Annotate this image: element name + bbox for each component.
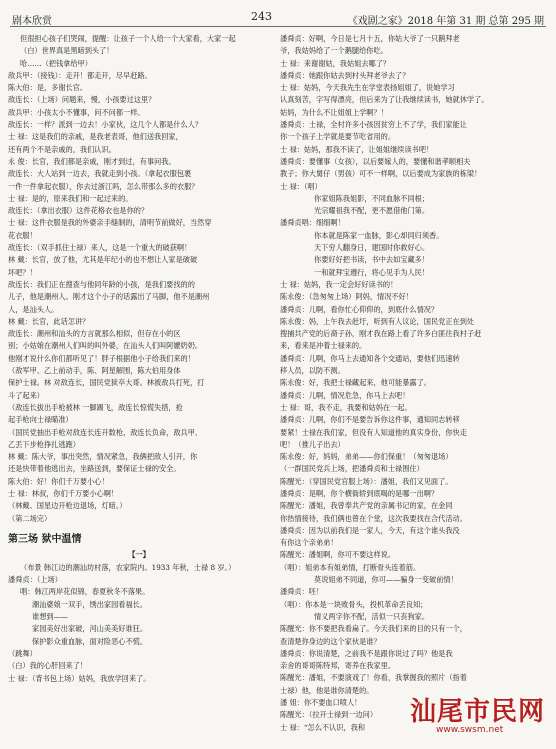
text-line: 陈永俊：妈，上午我去赶圩，听到有人议论，国民党正在到处 <box>280 316 475 326</box>
text-line: 谁想到—— <box>32 612 68 622</box>
text-line: 陈永俊：好，我把士禄藏起来，他可能暴露了。 <box>280 378 431 388</box>
text-line: 潘舜贞：儿啊，情况危急，你马上去吧！ <box>280 390 410 400</box>
text-line: （敌连长拔出手枪被林 一脚踢飞，敌连长惊慌失措，抢 <box>8 402 183 412</box>
text-line: 潘舜贞：是啊，你个横衙轿到底喝的是哪一出啊？ <box>280 488 439 498</box>
text-line: 潘舜贞：儿啊，你马上去通知各个交通站，要他们迅速转 <box>280 353 460 363</box>
watermark-logo: 汕尾市民网 <box>410 697 546 727</box>
text-line: 陈醒光：（拉开士禄到一边问） <box>280 710 378 720</box>
text-line: 敌兵甲：小孩太小不懂事，问不问都一样。 <box>8 107 145 117</box>
text-line: 有你这个亲弟弟！ <box>280 538 338 548</box>
text-line: 情义两字你不配，活似一只丧狗家。 <box>314 611 430 621</box>
text-line: 认真刻苦，字写得漂亮，但后来为了让我继续读书，她就休学了。 <box>280 95 489 105</box>
text-line: 哈……（把钱拿给甲） <box>20 58 92 68</box>
text-line: 保护影众重血脉，面对险恶心不慌。 <box>32 636 148 646</box>
text-line: 别；小姑娘在潮州人们叫的叫外婆，在汕头人们叫阿嬷奶奶。 <box>8 341 203 351</box>
text-line: 家园美好出家破，河山美美好谁狂。 <box>32 624 148 634</box>
text-line: 亲舍的哥哥陈特邦，寄养在我家里。 <box>280 661 396 671</box>
text-line: 乙丢下步枪挣扎逃跑） <box>8 439 80 449</box>
text-line: 潘舜贞：士禄，全村许多小孩因贫穷上不了学，我们家能让 <box>280 120 467 130</box>
left-column-text <box>8 33 270 525</box>
text-line: （林戴、国星边开枪边退场，灯暗。） <box>8 501 127 511</box>
text-line: 敌连长：（拿出衣服）这件花格衣也是你的？ <box>8 206 149 216</box>
scene-setting: （布景 韩江边的潮汕坊村落，农家院内。1933 年秋，士禄 8 岁。） <box>20 562 236 572</box>
text-line: 敌兵甲：（接钱）：走开！都走开，尽早赶路。 <box>8 70 152 80</box>
text-line: 保护士禄。林 对敌连长，国民党狱卒大哥。林被敌兵打死，打 <box>8 378 205 388</box>
text-line: 潘舜贞：（上场） <box>8 575 62 585</box>
right-column <box>280 33 550 737</box>
text-line: 林 戴：长官，此话怎讲？ <box>8 316 90 326</box>
text-line: 还是快带着他逃出去，坐路送到，要保证士禄的安全。 <box>8 464 181 474</box>
text-line: （唱）：姐弟本有姐弟情，打断骨头连着筋。 <box>280 562 421 572</box>
text-line: 陈醒光：潘姐，我曾奉共产党的亲属书记的家，在金同 <box>280 501 453 511</box>
scene-title: 第三场 狱中温情 <box>8 533 82 545</box>
text-line: （敌军甲、乙上前动手，陈、阿星解围，陈大伯用身体 <box>8 366 181 376</box>
journal-info: 《戏剧之家》2018 年第 31 期 总第 295 期 <box>347 16 544 27</box>
page-header <box>0 0 556 26</box>
text-line: 你一个孩子上学就是要节吃省用的。 <box>280 132 396 142</box>
text-line: 爷，我姑妈给了一个鹅腿给你吃。 <box>280 46 388 56</box>
text-line: 潘 姐：你不要血口喷人！ <box>280 698 362 708</box>
site-watermark <box>410 691 550 737</box>
text-line: 姑妈，为什么不让姐姐上学啊？！ <box>280 107 388 117</box>
page-number: 243 <box>251 10 272 23</box>
text-line: 儿子，他是潮州人。刚才这个小子的话露出了马脚，他不是潮州 <box>8 292 210 302</box>
scene-part: 【一】 <box>128 549 150 559</box>
text-line: 查清楚你身边的这个家伙是谁？ <box>280 636 381 646</box>
text-line: 潘舜贞：你说清楚，之前我不是跟你说过了吗？他是我 <box>280 648 453 658</box>
text-line: 士 禄：“怎么不认识，我和 <box>280 722 366 732</box>
text-line: （国民党抽出手枪对敌连长连开数枪，敌连长负命，敌兵甲、 <box>8 427 203 437</box>
left-column-scene-text <box>8 574 270 685</box>
text-line: 一件一件拿起衣服），你去过浙江吗，怎么带那么多的衣服？ <box>8 181 199 191</box>
text-line: 永 俊：长官，我们都是亲戚，刚才到过，有事问我。 <box>8 156 176 166</box>
text-line: 士 禄：这是我们的亲戚，是我老表哥，他们送我回家， <box>8 132 183 142</box>
text-line: 你家姐陈我姐影，不同血脉不同根； <box>314 193 430 203</box>
text-line: 要紧！士禄在我们家，但没有人知道他的真实身份，你快走 <box>280 427 467 437</box>
text-line: 还有两个不是亲戚的，我们认识。 <box>8 144 116 154</box>
text-line: 士 禄：姑妈，那我不读了，让姐姐继续读书吧！ <box>280 144 434 154</box>
text-line: 陈醒光：（穿国民党官服上场）：潘姐，我们又见面了。 <box>280 476 453 486</box>
text-line: 士 禄：哥，我不走，我要和姑妈在一起。 <box>280 402 412 412</box>
text-line: 你要好好把书读，书中去如宝藏多！ <box>314 255 430 265</box>
text-line: 士 禄：林叔，你们千万要小心啊！ <box>8 488 119 498</box>
text-line: 士禄）他，他是谁你清楚的。 <box>280 685 374 695</box>
text-line: 陈大伯：是，多谢长官。 <box>8 83 88 93</box>
text-line: 士 禄：来谢谢姑，我姑姐去哪了？ <box>280 58 391 68</box>
text-line: （唱）：你本是一块败骨头，投机革命丢良知； <box>280 599 428 609</box>
text-line: 但很担心孩子们哭闹，提醒：让孩子一个人给一个大家看，大家一起 <box>20 34 236 43</box>
text-line: 潘舜贞：要懂事（女孩），以后要嫁人的，要懂和谐孝顺相夫 <box>280 156 471 166</box>
text-line: 潘舜贞：因为以前我们是一家人，今天，有这个谁头我没 <box>280 525 460 535</box>
text-line: 他刚才说什么你们都听见了！胖子根据他小子给我们来的！ <box>8 353 195 363</box>
text-line: 敌连长：大人站到一边去，我就走到小孩。（拿起衣服包裹 <box>8 169 192 179</box>
text-line: 莫说姐弟不同道，你可——骗身一变破前情！ <box>314 575 458 585</box>
text-line: 士 禄：这件衣服是我的外婆亲手缝制的，清明节前做好，当然穿 <box>8 218 212 228</box>
text-line: 吧！（推儿子出去） <box>280 439 345 449</box>
text-line: 陈永俊：好，妈妈，弟弟——你们保重！（匆匆退场） <box>280 452 453 462</box>
text-line: 敌连长：我们正在搜查与他同年龄的小孩，是我们要找的的 <box>8 279 195 289</box>
text-line: 搜捕共产党的后裔子孙，刚才我在路上看了许多白匪往我村子赶 <box>280 329 482 339</box>
text-line: 陈醒光：潘姐，不要演戏了！你看，我掌握我的照片（指着 <box>280 673 467 683</box>
text-line: 敌连长：潮州和汕头的方言就那么相似，但存在小的区 <box>8 329 181 339</box>
text-line: 唱：韩江两岸花似锦，春夏秋冬不落果。 <box>20 587 150 597</box>
text-line: 士 禄：姑妈，我一定会好好读书的！ <box>280 279 398 289</box>
text-line: 潘舜贞：儿啊，看你忙心仰仰的，到底什么情况？ <box>280 304 439 314</box>
text-line: 起手枪向士禄瞄准） <box>8 415 73 425</box>
text-line: 人，是汕头人。 <box>8 304 59 314</box>
text-line: 潘舜贞：好啊，今日是七月十五，你姑大爷了一只鹅拜老 <box>280 34 460 43</box>
text-line: 来，看来是冲着士禄来的。 <box>280 341 367 351</box>
text-line: 士 禄：是的，原来我们和一起过来的。 <box>8 193 133 203</box>
text-line: 潮汕婆娘一双手，绣出家园看福长。 <box>32 599 148 609</box>
text-line: 花衣服！ <box>8 230 37 240</box>
watermark-url: www.swsm.net <box>436 725 504 735</box>
text-line: 林 戴：长官，放了他，尤其是年纪小的也不想让人家是破破 <box>8 255 198 265</box>
text-line: 你热情接待，我们俩也曾在个堂，这次我要找在合代活动。 <box>280 513 467 523</box>
text-line: 敌连长：（上场）问题来，慢，小孩要过这里？ <box>8 95 156 105</box>
text-line: 坏吧？！ <box>8 267 37 277</box>
text-line: 教子；你大舅仔（男孩）可不一样啊，以后要成为家族的栋梁！ <box>280 169 482 179</box>
text-line: 敌连长：（双手抓住士禄）来人，这是一个重大的破获啊！ <box>8 243 192 253</box>
text-line: 一和就拜宝遵行，将心见手为人民！ <box>314 267 430 277</box>
text-line: （白）我的心肝回来了！ <box>8 661 88 671</box>
text-line: 光宗耀祖我不配，更不愿借他门第。 <box>314 206 430 216</box>
text-line: 潘舜贞：她跟你姑去到村头拜老爷去了？ <box>280 70 410 80</box>
text-line: 敌连长：一样？派到一边去！小家伙，这几个人都是什么人？ <box>8 120 203 130</box>
text-line: （跳舞） <box>8 648 37 658</box>
text-line: 陈大伯：好！你们千万要小心！ <box>8 476 109 486</box>
header-rule <box>10 26 546 27</box>
text-line: 天下穷人翻身日，建国时你救好心。 <box>314 243 430 253</box>
text-line: 潘舜贞：儿啊，你们不是要告诉你这件事，通知同志转移 <box>280 415 460 425</box>
text-line: （白）世界真是黑暗到头了！ <box>20 46 114 56</box>
text-line: 你本就是陈家一血脉，影心却同归须香。 <box>314 230 444 240</box>
text-line: 士 禄：（背书包上场）姑妈，我放学回来了。 <box>8 673 151 683</box>
text-line: 陈醒光：你不要把我看扁了。今天我们来的目的只有一个， <box>280 624 467 634</box>
text-line: 潘舜贞唱：细细啊！ <box>280 218 345 228</box>
text-line: 斗了起来） <box>8 390 44 400</box>
text-line: （第二场完） <box>8 513 52 523</box>
text-line: 陈永俊：（急匆匆上场）阿妈，情况不好！ <box>280 292 413 302</box>
text-line: 陈醒光：潘姐啊，你可不要这样说。 <box>280 550 396 560</box>
text-line: 潘舜贞：呸！ <box>280 587 324 597</box>
text-line: 士 禄：姑妈，今天我先生在学堂表扬姐姐了，说她学习 <box>280 83 455 93</box>
left-column <box>8 33 270 737</box>
right-column-text <box>280 33 550 734</box>
text-line: （一群国民党兵上场，把潘舜贞和士禄围住） <box>280 464 424 474</box>
section-label: 剧本欣赏 <box>12 16 52 27</box>
text-line: 移人员，以防不测。 <box>280 366 345 376</box>
text-line: 林 戴：陈大爷，事出突然，情况紧急，我俩把敌人引开，你 <box>8 452 198 462</box>
text-line: 士 禄：（唱） <box>280 181 322 191</box>
